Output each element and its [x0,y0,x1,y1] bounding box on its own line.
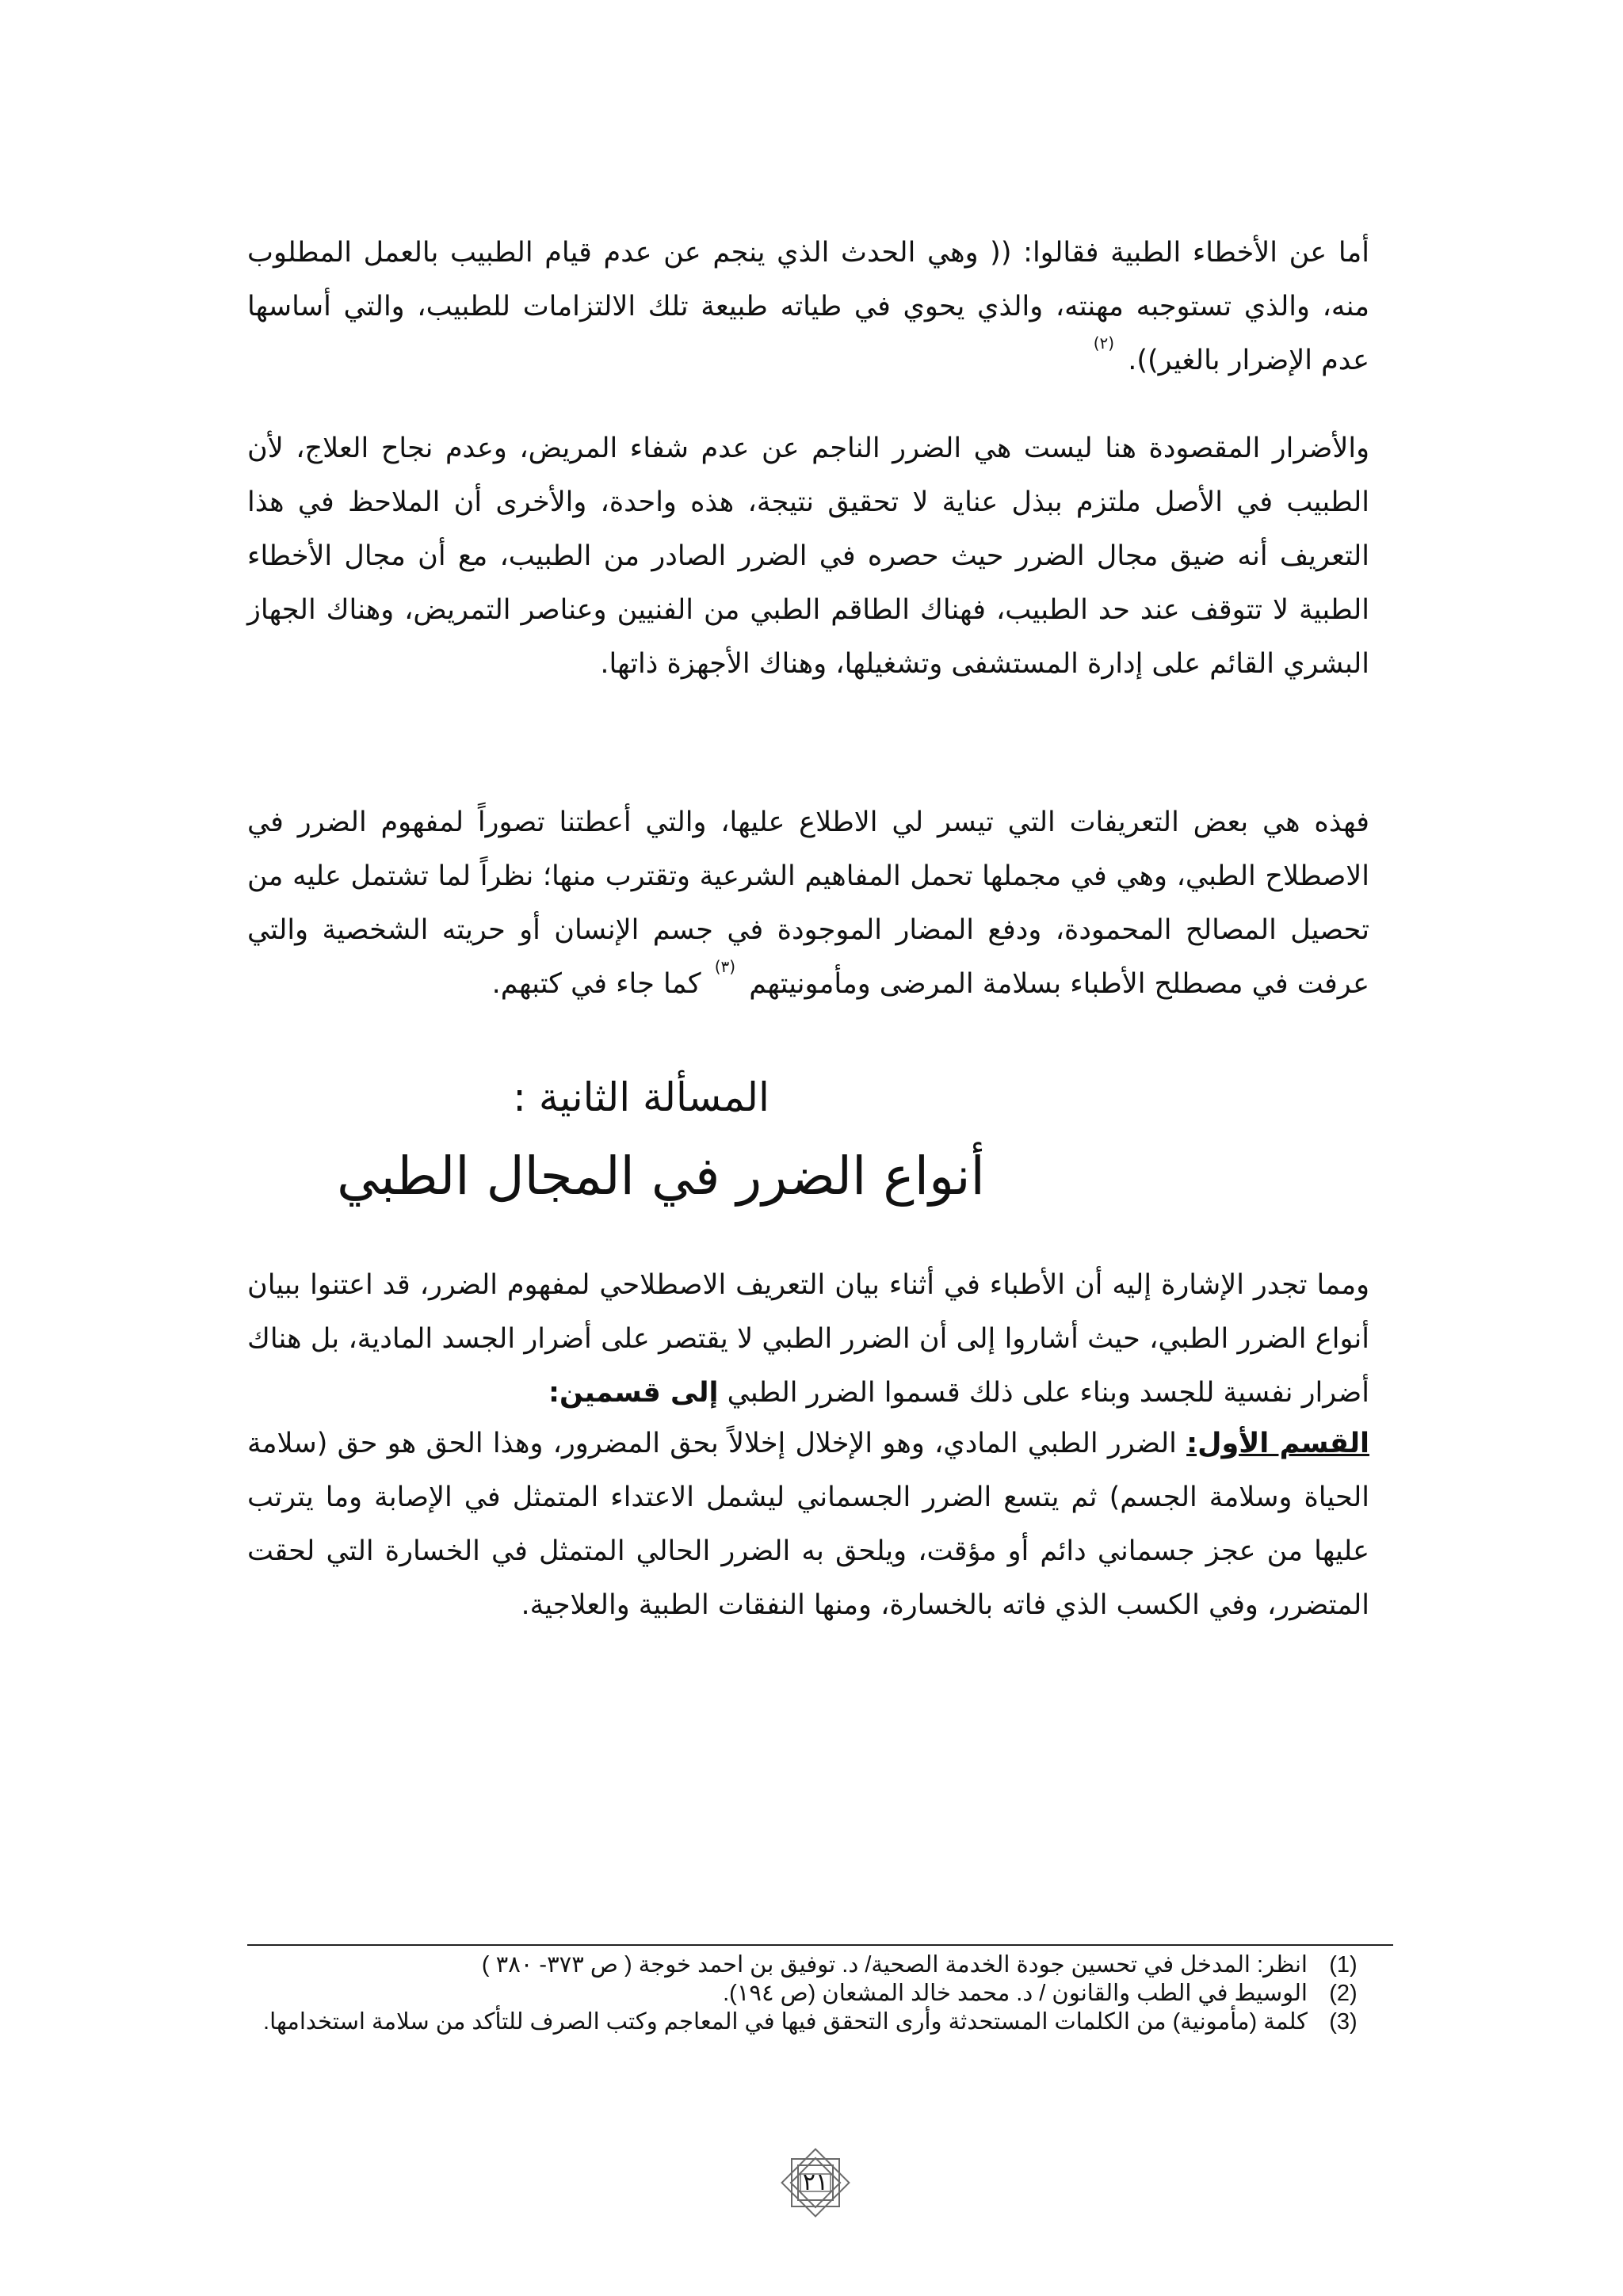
paragraph-5-text: الضرر الطبي المادي، وهو الإخلال إخلالاً بحق المضرور، وهذا الحق هو حق (سلامة الحياة وسلامة الجسم) ثم يتسع الضرر الجسماني ليشمل الاعتداء المتمثل في الإصابة وما يترتب عليها من عجز جسماني دائم أو مؤقت، ويلحق به الضرر الحالي المتمثل في الخسارة التي لحقت المتضرر، وفي الكسب الذي فاته بالخسارة، ومنها النفقات الطبية والعلاجية. [247,1428,1369,1621]
paragraph-4 [247,1258,1369,1420]
paragraph-5 [247,1417,1369,1632]
paragraph-4-text: ومما تجدر الإشارة إليه أن الأطباء في أثناء بيان التعريف الاصطلاحي لمفهوم الضرر، قد اعتنوا ببيان أنواع الضرر الطبي، حيث أشاروا إلى أن الضرر الطبي لا يقتصر على أضرار الجسد المادية، بل هناك أضرار نفسية للجسد وبناء على ذلك قسموا الضرر الطبي [247,1269,1369,1409]
footnote-ref-3: (٣) [714,957,736,976]
footnote-item [238,2008,1379,2036]
footnote-number: (1) [1329,1952,1358,1978]
footnote-number: (3) [1329,2009,1358,2035]
page-number: ٢١ [802,2168,829,2196]
paragraph-4-bold: إلى قسمين: [548,1377,719,1409]
paragraph-3-tail: كما جاء في كتبهم. [491,968,701,1000]
footnotes [238,1951,1379,2036]
paragraph-3-text: فهذه هي بعض التعريفات التي تيسر لي الاطلاع عليها، والتي أعطتنا تصوراً لمفهوم الضرر في الاصطلاح الطبي، وهي في مجملها تحمل المفاهيم الشرعية وتقترب منها؛ نظراً لما تشتمل عليه من تحصيل المصالح المحمودة، ودفع المضار الموجودة في جسم الإنسان أو حريته الشخصية والتي عرفت في مصطلح الأطباء بسلامة المرضى ومأمونيتهم [247,807,1369,1000]
paragraph-1-text: أما عن الأخطاء الطبية فقالوا: (( وهي الحدث الذي ينجم عن عدم قيام الطبيب بالعمل المطلوب منه، والذي تستوجبه مهنته، والذي يحوي في طياته طبيعة تلك الالتزامات للطبيب، والتي أساسها عدم الإضرار بالغير)). [247,237,1369,376]
paragraph-2-text: والأضرار المقصودة هنا ليست هي الضرر الناجم عن عدم شفاء المريض، وعدم نجاح العلاج، لأن الطبيب في الأصل ملتزم ببذل عناية لا تحقيق نتيجة، هذه واحدة، والأخرى أن الملاحظ في هذا التعريف أنه ضيق مجال الضرر حيث حصره في الضرر الصادر من الطبيب، مع أن مجال الأخطاء الطبية لا تتوقف عند حد الطبيب، فهناك الطاقم الطبي من الفنيين وعناصر التمريض، وهناك الجهاز البشري القائم على إدارة المستشفى وتشغيلها، وهناك الأجهزة ذاتها. [247,433,1369,680]
footnote-separator [247,1944,1393,1946]
division-label: القسم الأول: [1186,1428,1369,1459]
footnote-text: انظر: المدخل في تحسين جودة الخدمة الصحية/ د. توفيق بن احمد خوجة ( ص ٣٧٣- ٣٨٠ ) [481,1952,1308,1978]
footnote-text: كلمة (مأمونية) من الكلمات المستحدثة وأرى التحقق فيها في المعاجم وكتب الصرف للتأكد من سلامة استخدامها. [263,2009,1308,2035]
section-title: المسألة الثانية : [513,1074,769,1120]
paragraph-2 [247,421,1369,691]
footnote-text: الوسيط في الطب والقانون / د. محمد خالد المشعان (ص ١٩٤). [723,1981,1308,2006]
paragraph-1 [247,226,1369,387]
footnote-number: (2) [1329,1981,1358,2006]
footnote-ref-2: (٢) [1093,334,1115,353]
footnote-item [238,1951,1379,1979]
footnote-item [238,1979,1379,2008]
section-subtitle: أنواع الضرر في المجال الطبي [337,1146,985,1207]
paragraph-3 [247,795,1369,1011]
